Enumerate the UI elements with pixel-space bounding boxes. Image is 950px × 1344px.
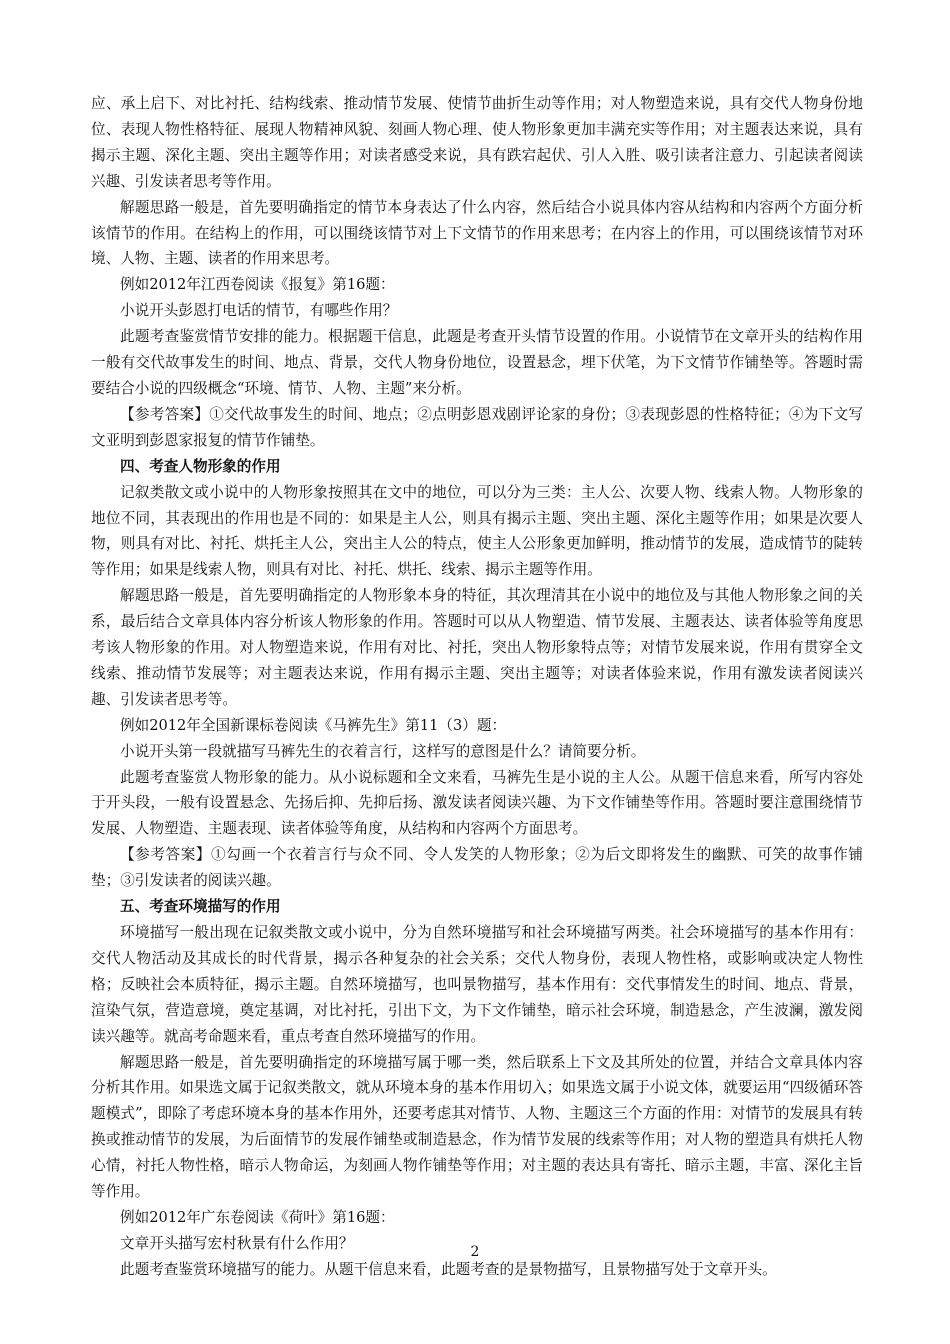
analysis: 此题考查鉴赏人物形象的能力。从小说标题和全文来看，马裤先生是小说的主人公。从题干信息来看，所写内容处于开头段，一般有设置悬念、先扬后抑、先抑后扬、激发读者阅读兴趣、为下文作铺垫等作用。答题时要注意围绕情节发展、人物塑造、主题表现、读者体验等角度，从结构和内容两个方面思考。 [91, 768, 863, 838]
page-number: 2 [470, 1244, 480, 1260]
example-reference: 例如2012年江西卷阅读《报复》第16题： [120, 276, 395, 294]
question: 小说开头彭恩打电话的情节，有哪些作用？ [120, 302, 398, 320]
paragraph: 解题思路一般是，首先要明确指定的环境描写属于哪一类，然后联系上下文及其所处的位置，并结合文章具体内容分析其作用。如果选文属于记叙类散文，就从环境本身的基本作用切入；如果选文属于小说文体，就要运用“四级循环答题模式”，即除了考虑环境本身的基本作用外，还要考虑其对情节、人物、主题这三个方面的作用：对情节的发展具有转换或推动情节的发展，为后面情节的发展作铺垫或制造悬念，作为情节发展的线索等作用；对人物的塑造具有烘托人物心情，衬托人物性格，暗示人物命运，为刻画人物作铺垫等作用；对主题的表达具有寄托、暗示主题，丰富、深化主旨等作用。 [91, 1053, 863, 1201]
paragraph: 解题思路一般是，首先要明确指定的情节本身表达了什么内容，然后结合小说具体内容从结构和内容两个方面分析该情节的作用。在结构上的作用，可以围绕该情节对上下文情节的作用来思考；在内容上的作用，可以围绕该情节对环境、人物、主题、读者的作用来思考。 [91, 198, 863, 268]
section-heading: 四、考查人物形象的作用 [120, 457, 281, 475]
paragraph: 应、承上启下、对比衬托、结构线索、推动情节发展、使情节曲折生动等作用；对人物塑造来说，具有交代人物身份地位、表现人物性格特征、展现人物精神风貌、刻画人物心理、使人物形象更加丰满充实等作用；对主题表达来说，具有揭示主题、深化主题、突出主题等作用；对读者感受来说，具有跌宕起伏、引人入胜、吸引读者注意力、引起读者阅读兴趣、引发读者思考等作用。 [91, 95, 863, 190]
question: 小说开头第一段就描写马裤先生的衣着言行，这样写的意图是什么？请简要分析。 [120, 742, 646, 760]
example-reference: 例如2012年全国新课标卷阅读《马裤先生》第11（3）题： [120, 716, 507, 734]
paragraph: 记叙类散文或小说中的人物形象按照其在文中的地位，可以分为三类：主人公、次要人物、线索人物。人物形象的地位不同，其表现出的作用也是不同的：如果是主人公，则具有揭示主题、突出主题、深化主题等作用；如果是次要人物，则具有对比、衬托、烘托主人公，突出主人公的特点，使主人公形象更加鲜明，推动情节的发展，造成情节的陡转等作用；如果是线索人物，则具有对比、衬托、烘托、线索、揭示主题等作用。 [91, 483, 863, 579]
reference-answer: 【参考答案】①勾画一个衣着言行与众不同、令人发笑的人物形象；②为后文即将发生的幽默、可笑的故事作铺垫；③引发读者的阅读兴趣。 [91, 846, 863, 890]
reference-answer: 【参考答案】①交代故事发生的时间、地点；②点明彭恩戏剧评论家的身份；③表现彭恩的性格特征；④为下文写文亚明到彭恩家报复的情节作铺垫。 [91, 405, 863, 449]
question: 文章开头描写宏村秋景有什么作用？ [120, 1234, 354, 1252]
paragraph: 环境描写一般出现在记叙类散文或小说中，分为自然环境描写和社会环境描写两类。社会环境描写的基本作用有：交代人物活动及其成长的时代背景，揭示各种复杂的社会关系；交代人物身份，表现人物性格，或影响或决定人物性格；反映社会本质特征，揭示主题。自然环境描写，也叫景物描写，基本作用有：交代事情发生的时间、地点、背景，渲染气氛，营造意境，奠定基调，对比衬托，引出下文，为下文作铺垫，暗示社会环境，制造悬念，产生波澜，激发阅读兴趣等。就高考命题来看，重点考查自然环境描写的作用。 [91, 924, 863, 1045]
paragraph: 解题思路一般是，首先要明确指定的人物形象本身的特征，其次理清其在小说中的地位及与其他人物形象之间的关系，最后结合文章具体内容分析该人物形象的作用。答题时可以从人物塑造、情节发展、主题表达、读者体验等角度思考该人物形象的作用。对人物塑造来说，作用有对比、衬托，突出人物形象特点等；对情节发展来说，作用有贯穿全文线索、推动情节发展等；对主题表达来说，作用有揭示主题、突出主题等；对读者体验来说，作用有激发读者阅读兴趣、引发读者思考等。 [91, 587, 863, 708]
analysis: 此题考查鉴赏情节安排的能力。根据题干信息，此题是考查开头情节设置的作用。小说情节在文章开头的结构作用一般有交代故事发生的时间、地点、背景，交代人物身份地位，设置悬念，埋下伏笔，为下文情节作铺垫等。答题时需要结合小说的四级概念“环境、情节、人物、主题”来分析。 [91, 328, 863, 397]
analysis: 此题考查鉴赏环境描写的能力。从题干信息来看，此题考查的是景物描写，且景物描写处于文章开头。 [120, 1260, 777, 1278]
body-text [91, 91, 863, 1283]
example-reference: 例如2012年广东卷阅读《荷叶》第16题： [120, 1208, 395, 1226]
section-heading: 五、考查环境描写的作用 [120, 898, 281, 916]
